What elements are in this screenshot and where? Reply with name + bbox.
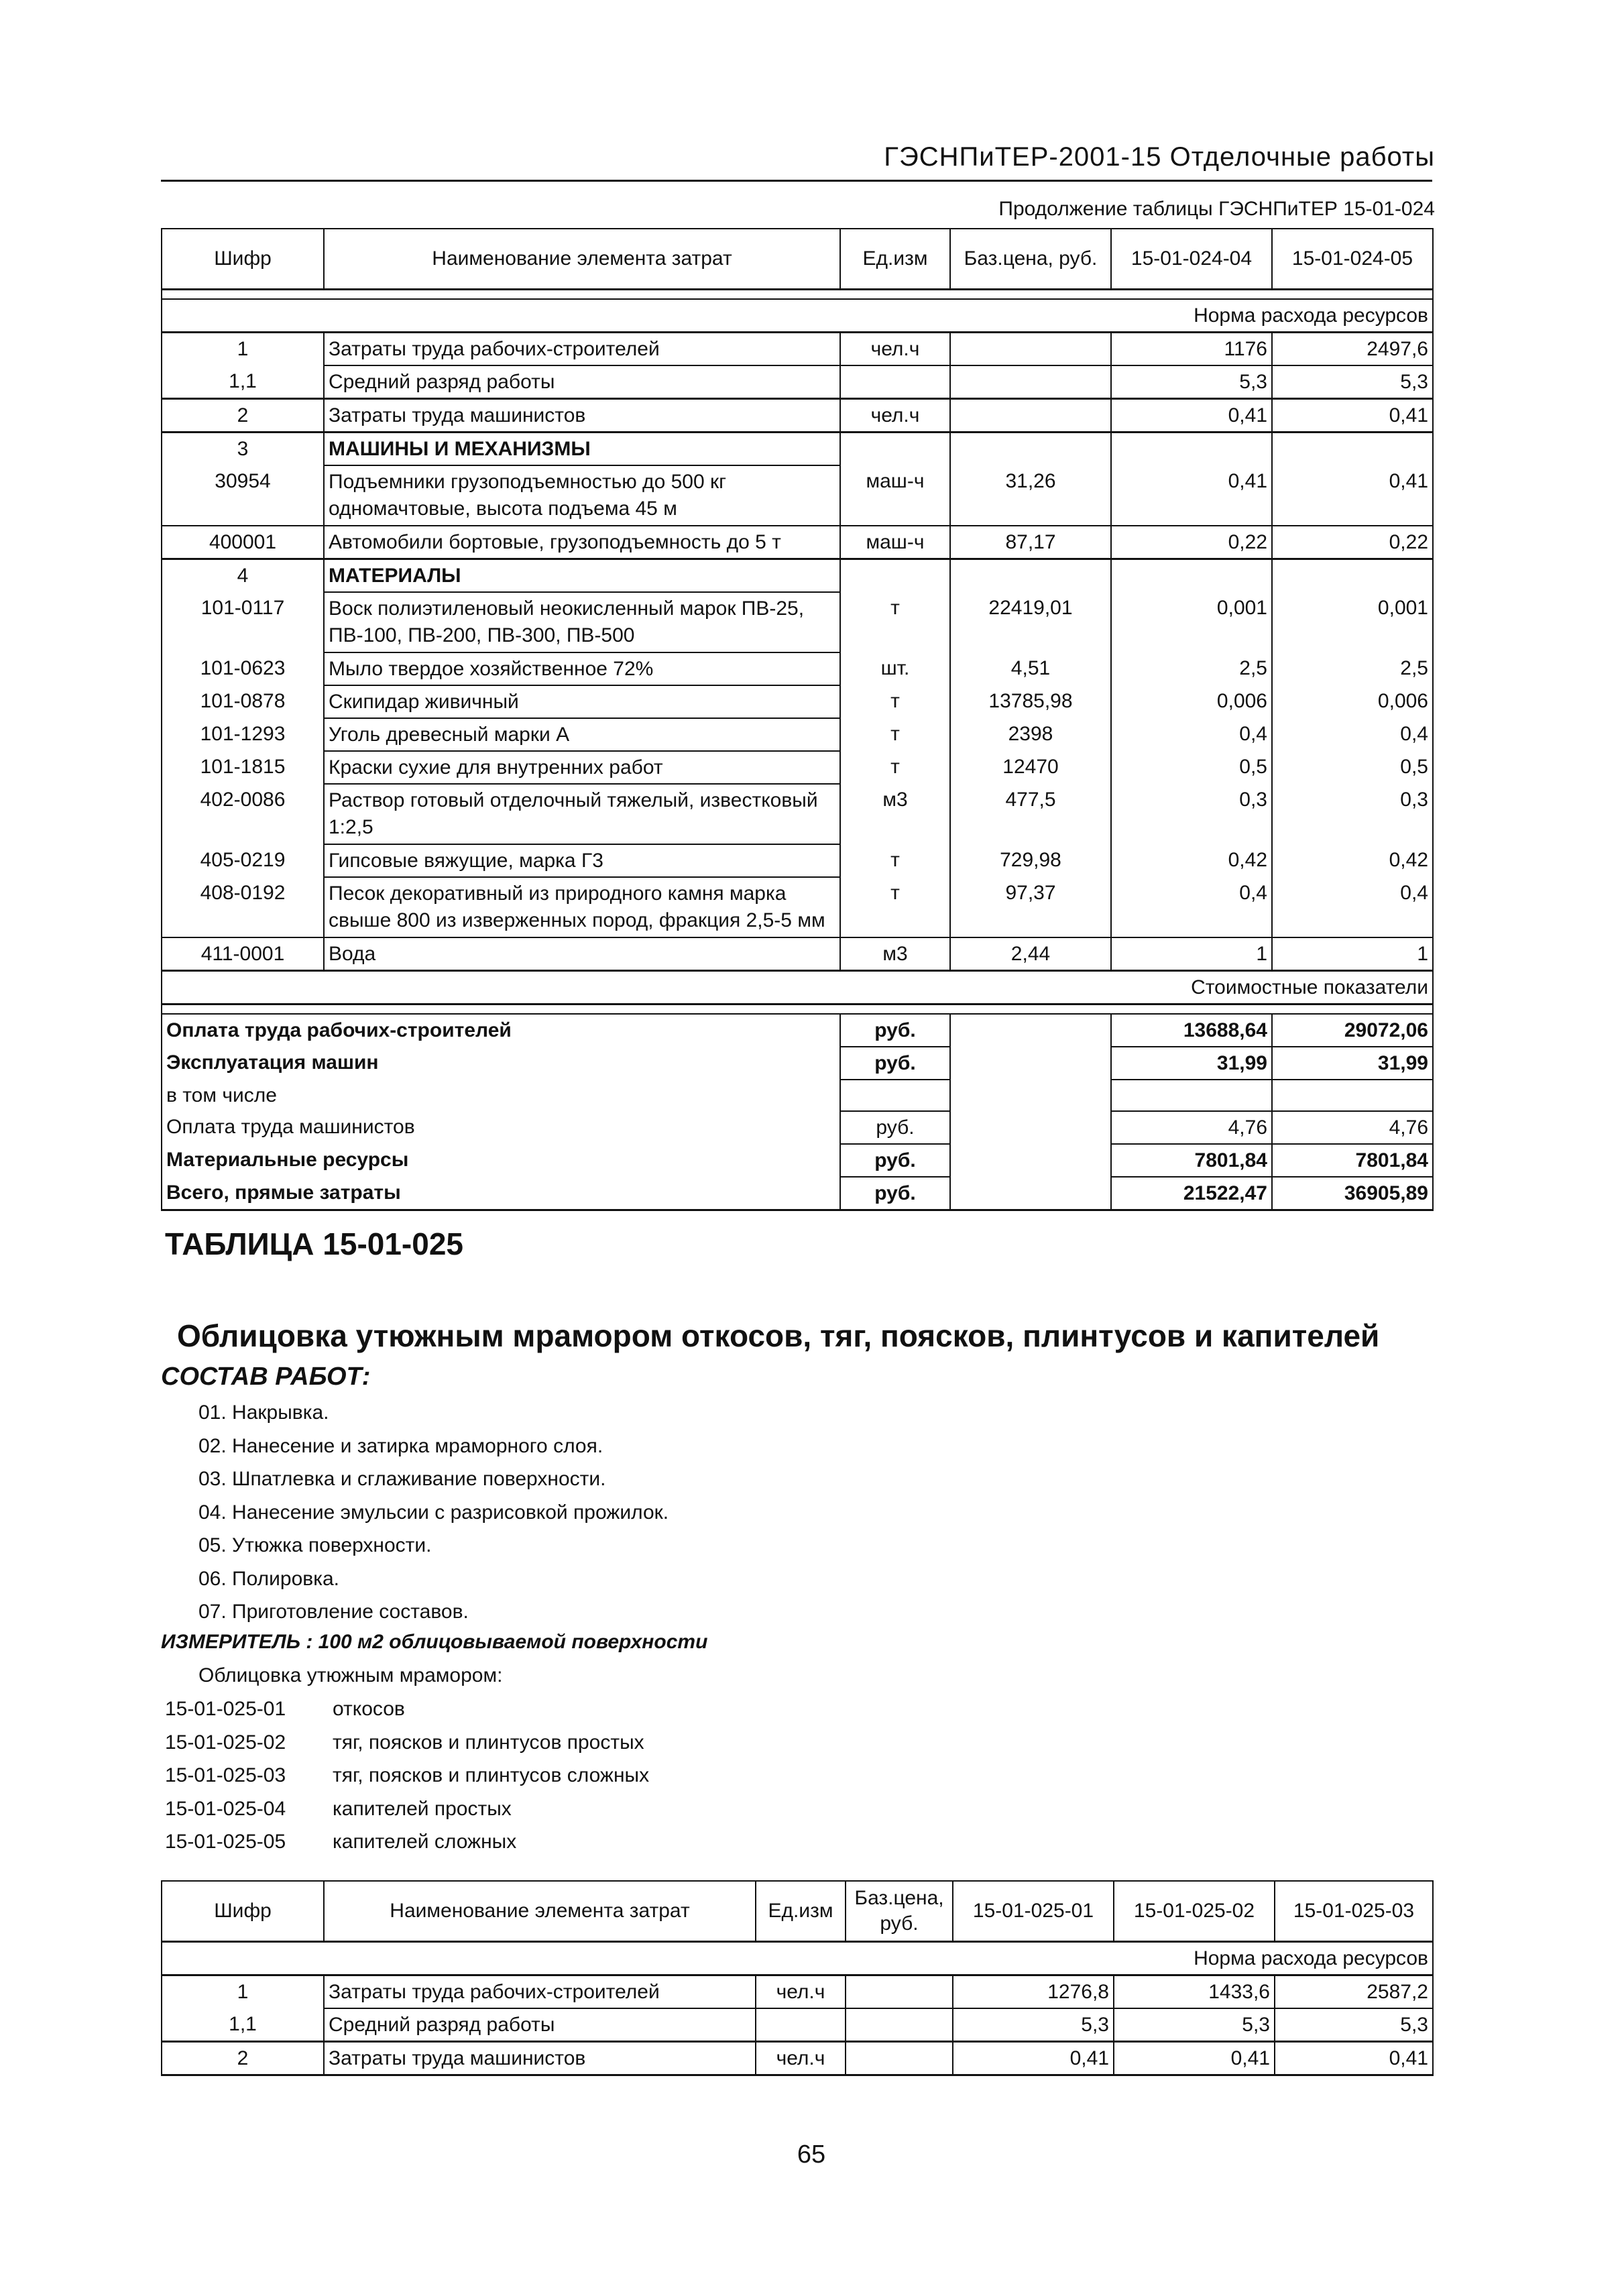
table-row-section	[162, 559, 1433, 592]
row-value-2: 1433,6	[1114, 1975, 1275, 2008]
row-price: 2398	[950, 718, 1111, 751]
row-price	[846, 2041, 953, 2075]
row-name: Раствор готовый отделочный тяжелый, известковый 1:2,5	[324, 784, 840, 844]
row-unit: т	[840, 751, 950, 784]
table-row	[162, 685, 1433, 718]
cost-name: Эксплуатация машин	[162, 1047, 840, 1080]
row-value-2: 0,006	[1272, 685, 1433, 718]
row-unit: т	[840, 718, 950, 751]
list-item: 05. Утюжка поверхности.	[198, 1534, 432, 1556]
row-code: 402-0086	[162, 784, 324, 844]
row-price: 13785,98	[950, 685, 1111, 718]
table-row	[162, 844, 1433, 877]
row-name: Краски сухие для внутренних работ	[324, 751, 840, 784]
row-unit: чел.ч	[756, 2041, 846, 2075]
codes-list	[165, 1698, 649, 1864]
row-price: 12470	[950, 751, 1111, 784]
col-header-norm-1: 15-01-025-01	[953, 1881, 1114, 1941]
row-value-1: 2,5	[1111, 652, 1272, 685]
row-value-2: 0,22	[1272, 526, 1433, 559]
row-value-1: 0,4	[1111, 877, 1272, 937]
row-price	[846, 1975, 953, 2008]
cost-value-1: 7801,84	[1111, 1144, 1272, 1177]
row-unit: шт.	[840, 652, 950, 685]
row-unit: т	[840, 877, 950, 937]
list-item	[165, 1831, 649, 1864]
table-row	[162, 718, 1433, 751]
row-value-1: 5,3	[953, 2008, 1114, 2042]
row-price: 477,5	[950, 784, 1111, 844]
row-value-1: 5,3	[1111, 365, 1272, 399]
row-unit: т	[840, 844, 950, 877]
row-value-1: 0,22	[1111, 526, 1272, 559]
resource-table-15-01-025	[161, 1880, 1434, 2076]
cost-value-2: 29072,06	[1272, 1014, 1433, 1047]
row-code: 400001	[162, 526, 324, 559]
cost-unit: руб.	[840, 1177, 950, 1210]
row-price	[846, 2008, 953, 2042]
cost-value-2: 36905,89	[1272, 1177, 1433, 1210]
row-code: 1	[162, 1975, 324, 2008]
row-code: 101-0117	[162, 592, 324, 652]
table-row	[162, 398, 1433, 432]
row-price	[950, 332, 1111, 365]
row-name: Уголь древесный марки А	[324, 718, 840, 751]
table-row	[162, 365, 1433, 399]
col-header-name: Наименование элемента затрат	[324, 1881, 756, 1941]
row-code: 1	[162, 332, 324, 365]
header-rule	[161, 180, 1432, 182]
row-name: Средний разряд работы	[324, 365, 840, 399]
list-item: 02. Нанесение и затирка мраморного слоя.	[198, 1434, 603, 1457]
cost-label: Стоимостные показатели	[162, 970, 1433, 1004]
cost-name: Оплата труда рабочих-строителей	[162, 1014, 840, 1047]
row-unit: маш-ч	[840, 526, 950, 559]
cost-value-1: 21522,47	[1111, 1177, 1272, 1210]
operations-list	[198, 1401, 669, 1634]
row-value-3: 0,41	[1275, 2041, 1433, 2075]
row-value-2: 5,3	[1272, 365, 1433, 399]
row-unit: т	[840, 592, 950, 652]
row-name: Гипсовые вяжущие, марка Г3	[324, 844, 840, 877]
row-price: 87,17	[950, 526, 1111, 559]
spacer-row	[162, 1004, 1433, 1014]
cost-row	[162, 1080, 1433, 1111]
row-code: 101-1815	[162, 751, 324, 784]
table-row	[162, 1975, 1433, 2008]
table-row	[162, 784, 1433, 844]
row-unit: т	[840, 685, 950, 718]
norm-label: Норма расхода ресурсов	[162, 299, 1433, 333]
row-value-1: 0,006	[1111, 685, 1272, 718]
row-code: 405-0219	[162, 844, 324, 877]
code-desc: капителей сложных	[333, 1831, 517, 1853]
cost-unit: руб.	[840, 1111, 950, 1144]
running-header: ГЭСНПиТЕР-2001-15 Отделочные работы	[884, 142, 1435, 172]
table-row	[162, 751, 1433, 784]
row-code: 2	[162, 2041, 324, 2075]
table-row	[162, 592, 1433, 652]
section-title: Облицовка утюжным мрамором откосов, тяг, поясков, плинтусов и капителей	[177, 1318, 1380, 1353]
row-value-3: 2587,2	[1275, 1975, 1433, 2008]
row-value-1: 0,001	[1111, 592, 1272, 652]
col-header-name: Наименование элемента затрат	[324, 229, 840, 289]
row-price	[950, 398, 1111, 432]
cost-name: Всего, прямые затраты	[162, 1177, 840, 1210]
row-code: 1,1	[162, 365, 324, 399]
row-unit	[840, 365, 950, 399]
col-header-norm-3: 15-01-025-03	[1275, 1881, 1433, 1941]
row-value-1: 0,42	[1111, 844, 1272, 877]
cost-unit: руб.	[840, 1014, 950, 1047]
row-code: 30954	[162, 465, 324, 526]
cost-value-1: 4,76	[1111, 1111, 1272, 1144]
col-header-price: Баз.цена, руб.	[950, 229, 1111, 289]
cost-row	[162, 1144, 1433, 1177]
row-name: Средний разряд работы	[324, 2008, 756, 2042]
list-item	[165, 1731, 649, 1765]
codes-subheading: Облицовка утюжным мрамором:	[198, 1664, 503, 1686]
table-row	[162, 2008, 1433, 2042]
code-desc: тяг, поясков и плинтусов простых	[333, 1731, 644, 1754]
code-desc: капителей простых	[333, 1797, 512, 1820]
table-row	[162, 332, 1433, 365]
row-name: Мыло твердое хозяйственное 72%	[324, 652, 840, 685]
col-header-unit: Ед.изм	[756, 1881, 846, 1941]
list-item: 03. Шпатлевка и сглаживание поверхности.	[198, 1468, 606, 1490]
row-name: Воск полиэтиленовый неокисленный марок ПВ-25, ПВ-100, ПВ-200, ПВ-300, ПВ-500	[324, 592, 840, 652]
row-value-2: 0,3	[1272, 784, 1433, 844]
row-code: 101-0878	[162, 685, 324, 718]
table-row	[162, 937, 1433, 971]
table-row	[162, 652, 1433, 685]
row-value-2: 0,5	[1272, 751, 1433, 784]
list-item	[165, 1764, 649, 1798]
row-value-1: 0,41	[1111, 398, 1272, 432]
code-id: 15-01-025-05	[165, 1831, 286, 1853]
row-value-3: 5,3	[1275, 2008, 1433, 2042]
list-item: 01. Накрывка.	[198, 1401, 329, 1424]
code-id: 15-01-025-02	[165, 1731, 286, 1754]
resource-table-15-01-024	[161, 228, 1434, 1211]
cost-value-2: 7801,84	[1272, 1144, 1433, 1177]
code-desc: тяг, поясков и плинтусов сложных	[333, 1764, 650, 1786]
row-code: 2	[162, 398, 324, 432]
row-unit: маш-ч	[840, 465, 950, 526]
code-id: 15-01-025-04	[165, 1797, 286, 1820]
row-price	[950, 365, 1111, 399]
table-row	[162, 465, 1433, 526]
table-row-section	[162, 432, 1433, 465]
row-price: 4,51	[950, 652, 1111, 685]
table-number: ТАБЛИЦА 15-01-025	[165, 1226, 463, 1261]
row-value-2: 0,41	[1114, 2041, 1275, 2075]
col-header-norm-2: 15-01-025-02	[1114, 1881, 1275, 1941]
row-value-1: 1176	[1111, 332, 1272, 365]
row-code: 411-0001	[162, 937, 324, 971]
row-name: МАТЕРИАЛЫ	[324, 559, 840, 592]
row-value-2: 0,4	[1272, 877, 1433, 937]
row-value-2: 0,41	[1272, 465, 1433, 526]
row-name: Затраты труда машинистов	[324, 398, 840, 432]
cost-name: в том числе	[162, 1080, 840, 1111]
cost-row	[162, 1177, 1433, 1210]
row-value-1: 0,41	[953, 2041, 1114, 2075]
row-value-2: 0,4	[1272, 718, 1433, 751]
cost-value-1: 13688,64	[1111, 1014, 1272, 1047]
row-unit: чел.ч	[840, 398, 950, 432]
cost-value-1: 31,99	[1111, 1047, 1272, 1080]
col-header-price: Баз.цена, руб.	[846, 1881, 953, 1941]
work-composition-label: СОСТАВ РАБОТ:	[161, 1363, 371, 1391]
cost-value-2: 31,99	[1272, 1047, 1433, 1080]
table-row	[162, 2041, 1433, 2075]
row-name: Песок декоративный из природного камня марка свыше 800 из изверженных пород, фракция 2,5-5 мм	[324, 877, 840, 937]
cost-unit: руб.	[840, 1047, 950, 1080]
row-code: 408-0192	[162, 877, 324, 937]
row-code: 4	[162, 559, 324, 592]
row-value-1: 0,41	[1111, 465, 1272, 526]
row-value-1: 0,4	[1111, 718, 1272, 751]
row-code: 101-0623	[162, 652, 324, 685]
list-item	[165, 1698, 649, 1731]
row-value-1: 0,3	[1111, 784, 1272, 844]
cost-row	[162, 1047, 1433, 1080]
row-unit: чел.ч	[756, 1975, 846, 2008]
row-name: Вода	[324, 937, 840, 971]
row-unit: м3	[840, 784, 950, 844]
col-header-code: Шифр	[162, 1881, 324, 1941]
row-value-2: 1	[1272, 937, 1433, 971]
row-value-2: 0,001	[1272, 592, 1433, 652]
code-desc: откосов	[333, 1698, 405, 1720]
row-name: Затраты труда рабочих-строителей	[324, 1975, 756, 2008]
code-id: 15-01-025-01	[165, 1698, 286, 1720]
spacer-row	[162, 289, 1433, 299]
table-row	[162, 877, 1433, 937]
row-price: 22419,01	[950, 592, 1111, 652]
row-price: 31,26	[950, 465, 1111, 526]
cost-unit: руб.	[840, 1144, 950, 1177]
col-header-unit: Ед.изм	[840, 229, 950, 289]
col-header-norm-2: 15-01-024-05	[1272, 229, 1433, 289]
row-unit: м3	[840, 937, 950, 971]
cost-value-2: 4,76	[1272, 1111, 1433, 1144]
row-price: 729,98	[950, 844, 1111, 877]
code-id: 15-01-025-03	[165, 1764, 286, 1786]
cost-row	[162, 1014, 1433, 1047]
row-unit: чел.ч	[840, 332, 950, 365]
row-name: МАШИНЫ И МЕХАНИЗМЫ	[324, 432, 840, 465]
row-price: 97,37	[950, 877, 1111, 937]
row-code: 3	[162, 432, 324, 465]
row-value-2: 0,41	[1272, 398, 1433, 432]
list-item: 04. Нанесение эмульсии с разрисовкой прожилок.	[198, 1501, 669, 1524]
row-value-2: 5,3	[1114, 2008, 1275, 2042]
cost-row	[162, 1111, 1433, 1144]
table-continuation-note: Продолжение таблицы ГЭСНПиТЕР 15-01-024	[998, 198, 1435, 220]
row-value-1: 0,5	[1111, 751, 1272, 784]
col-header-code: Шифр	[162, 229, 324, 289]
row-code: 101-1293	[162, 718, 324, 751]
row-value-1: 1276,8	[953, 1975, 1114, 2008]
row-name: Автомобили бортовые, грузоподъемность до 5 т	[324, 526, 840, 559]
row-value-1: 1	[1111, 937, 1272, 971]
row-price: 2,44	[950, 937, 1111, 971]
table-row	[162, 526, 1433, 559]
list-item: 06. Полировка.	[198, 1567, 339, 1590]
row-name: Затраты труда машинистов	[324, 2041, 756, 2075]
measure-unit: ИЗМЕРИТЕЛЬ : 100 м2 облицовываемой поверхности	[161, 1631, 708, 1653]
row-value-2: 2,5	[1272, 652, 1433, 685]
page-number: 65	[797, 2140, 826, 2169]
row-unit	[756, 2008, 846, 2042]
norm-label: Норма расхода ресурсов	[162, 1941, 1433, 1975]
row-value-2: 0,42	[1272, 844, 1433, 877]
row-name: Скипидар живичный	[324, 685, 840, 718]
cost-name: Оплата труда машинистов	[162, 1111, 840, 1144]
row-code: 1,1	[162, 2008, 324, 2042]
list-item: 07. Приготовление составов.	[198, 1601, 469, 1623]
list-item	[165, 1798, 649, 1831]
row-name: Затраты труда рабочих-строителей	[324, 332, 840, 365]
col-header-norm-1: 15-01-024-04	[1111, 229, 1272, 289]
row-value-2: 2497,6	[1272, 332, 1433, 365]
cost-name: Материальные ресурсы	[162, 1144, 840, 1177]
row-name: Подъемники грузоподъемностью до 500 кг одномачтовые, высота подъема 45 м	[324, 465, 840, 526]
